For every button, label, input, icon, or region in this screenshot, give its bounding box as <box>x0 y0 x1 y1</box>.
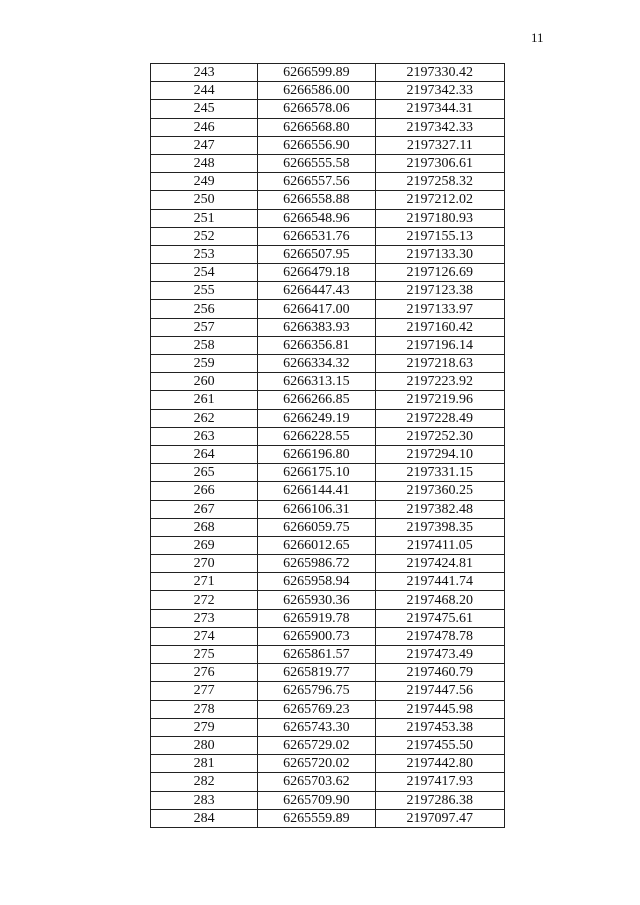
table-row <box>151 209 505 227</box>
x-coordinate-cell: 6266531.76 <box>258 227 375 245</box>
point-number-cell: 260 <box>151 373 258 391</box>
y-coordinate-cell: 2197468.20 <box>375 591 504 609</box>
table-row <box>151 700 505 718</box>
x-coordinate-cell: 6265819.77 <box>258 664 375 682</box>
x-coordinate-cell: 6265986.72 <box>258 555 375 573</box>
y-coordinate-cell: 2197218.63 <box>375 355 504 373</box>
y-coordinate-cell: 2197447.56 <box>375 682 504 700</box>
x-coordinate-cell: 6266555.58 <box>258 154 375 172</box>
y-coordinate-cell: 2197344.31 <box>375 100 504 118</box>
y-coordinate-cell: 2197252.30 <box>375 427 504 445</box>
y-coordinate-cell: 2197223.92 <box>375 373 504 391</box>
point-number-cell: 258 <box>151 336 258 354</box>
y-coordinate-cell: 2197473.49 <box>375 646 504 664</box>
table-row <box>151 755 505 773</box>
y-coordinate-cell: 2197342.33 <box>375 82 504 100</box>
x-coordinate-cell: 6265709.90 <box>258 791 375 809</box>
x-coordinate-cell: 6266558.88 <box>258 191 375 209</box>
point-number-cell: 277 <box>151 682 258 700</box>
table-row <box>151 773 505 791</box>
point-number-cell: 267 <box>151 500 258 518</box>
table-row <box>151 718 505 736</box>
y-coordinate-cell: 2197155.13 <box>375 227 504 245</box>
y-coordinate-cell: 2197306.61 <box>375 154 504 172</box>
y-coordinate-cell: 2197411.05 <box>375 536 504 554</box>
x-coordinate-cell: 6266106.31 <box>258 500 375 518</box>
table-row <box>151 591 505 609</box>
x-coordinate-cell: 6265559.89 <box>258 809 375 827</box>
x-coordinate-cell: 6266383.93 <box>258 318 375 336</box>
x-coordinate-cell: 6266228.55 <box>258 427 375 445</box>
point-number-cell: 259 <box>151 355 258 373</box>
y-coordinate-cell: 2197441.74 <box>375 573 504 591</box>
point-number-cell: 274 <box>151 627 258 645</box>
coordinates-table-body <box>151 64 505 828</box>
y-coordinate-cell: 2197475.61 <box>375 609 504 627</box>
y-coordinate-cell: 2197442.80 <box>375 755 504 773</box>
coordinates-table <box>150 63 505 828</box>
point-number-cell: 266 <box>151 482 258 500</box>
x-coordinate-cell: 6265958.94 <box>258 573 375 591</box>
y-coordinate-cell: 2197160.42 <box>375 318 504 336</box>
table-row <box>151 373 505 391</box>
point-number-cell: 265 <box>151 464 258 482</box>
table-row <box>151 391 505 409</box>
x-coordinate-cell: 6265930.36 <box>258 591 375 609</box>
table-row <box>151 82 505 100</box>
y-coordinate-cell: 2197424.81 <box>375 555 504 573</box>
x-coordinate-cell: 6265729.02 <box>258 736 375 754</box>
x-coordinate-cell: 6265796.75 <box>258 682 375 700</box>
y-coordinate-cell: 2197228.49 <box>375 409 504 427</box>
table-row <box>151 154 505 172</box>
point-number-cell: 248 <box>151 154 258 172</box>
table-row <box>151 300 505 318</box>
point-number-cell: 264 <box>151 445 258 463</box>
x-coordinate-cell: 6266586.00 <box>258 82 375 100</box>
point-number-cell: 279 <box>151 718 258 736</box>
point-number-cell: 281 <box>151 755 258 773</box>
point-number-cell: 262 <box>151 409 258 427</box>
point-number-cell: 249 <box>151 173 258 191</box>
y-coordinate-cell: 2197445.98 <box>375 700 504 718</box>
y-coordinate-cell: 2197133.30 <box>375 245 504 263</box>
table-row <box>151 100 505 118</box>
y-coordinate-cell: 2197460.79 <box>375 664 504 682</box>
table-row <box>151 118 505 136</box>
y-coordinate-cell: 2197417.93 <box>375 773 504 791</box>
y-coordinate-cell: 2197097.47 <box>375 809 504 827</box>
x-coordinate-cell: 6266599.89 <box>258 64 375 82</box>
x-coordinate-cell: 6266479.18 <box>258 264 375 282</box>
x-coordinate-cell: 6266196.80 <box>258 445 375 463</box>
y-coordinate-cell: 2197126.69 <box>375 264 504 282</box>
table-row <box>151 664 505 682</box>
point-number-cell: 269 <box>151 536 258 554</box>
x-coordinate-cell: 6266548.96 <box>258 209 375 227</box>
point-number-cell: 278 <box>151 700 258 718</box>
point-number-cell: 275 <box>151 646 258 664</box>
page-number: 11 <box>531 30 544 45</box>
table-row <box>151 427 505 445</box>
table-row <box>151 500 505 518</box>
table-row <box>151 191 505 209</box>
point-number-cell: 256 <box>151 300 258 318</box>
x-coordinate-cell: 6265720.02 <box>258 755 375 773</box>
x-coordinate-cell: 6266417.00 <box>258 300 375 318</box>
x-coordinate-cell: 6266557.56 <box>258 173 375 191</box>
point-number-cell: 273 <box>151 609 258 627</box>
y-coordinate-cell: 2197455.50 <box>375 736 504 754</box>
y-coordinate-cell: 2197286.38 <box>375 791 504 809</box>
y-coordinate-cell: 2197123.38 <box>375 282 504 300</box>
x-coordinate-cell: 6266012.65 <box>258 536 375 554</box>
table-row <box>151 482 505 500</box>
x-coordinate-cell: 6265861.57 <box>258 646 375 664</box>
y-coordinate-cell: 2197330.42 <box>375 64 504 82</box>
x-coordinate-cell: 6266568.80 <box>258 118 375 136</box>
x-coordinate-cell: 6265703.62 <box>258 773 375 791</box>
point-number-cell: 280 <box>151 736 258 754</box>
x-coordinate-cell: 6266313.15 <box>258 373 375 391</box>
y-coordinate-cell: 2197133.97 <box>375 300 504 318</box>
x-coordinate-cell: 6266578.06 <box>258 100 375 118</box>
point-number-cell: 284 <box>151 809 258 827</box>
table-row <box>151 518 505 536</box>
point-number-cell: 268 <box>151 518 258 536</box>
x-coordinate-cell: 6266447.43 <box>258 282 375 300</box>
x-coordinate-cell: 6266356.81 <box>258 336 375 354</box>
point-number-cell: 255 <box>151 282 258 300</box>
y-coordinate-cell: 2197219.96 <box>375 391 504 409</box>
point-number-cell: 271 <box>151 573 258 591</box>
table-row <box>151 809 505 827</box>
table-row <box>151 445 505 463</box>
table-row <box>151 336 505 354</box>
table-row <box>151 64 505 82</box>
table-row <box>151 536 505 554</box>
point-number-cell: 270 <box>151 555 258 573</box>
table-row <box>151 264 505 282</box>
y-coordinate-cell: 2197360.25 <box>375 482 504 500</box>
point-number-cell: 243 <box>151 64 258 82</box>
point-number-cell: 283 <box>151 791 258 809</box>
x-coordinate-cell: 6266175.10 <box>258 464 375 482</box>
y-coordinate-cell: 2197327.11 <box>375 136 504 154</box>
x-coordinate-cell: 6266249.19 <box>258 409 375 427</box>
table-row <box>151 555 505 573</box>
table-row <box>151 136 505 154</box>
x-coordinate-cell: 6265919.78 <box>258 609 375 627</box>
x-coordinate-cell: 6266334.32 <box>258 355 375 373</box>
x-coordinate-cell: 6266556.90 <box>258 136 375 154</box>
point-number-cell: 272 <box>151 591 258 609</box>
table-row <box>151 318 505 336</box>
y-coordinate-cell: 2197258.32 <box>375 173 504 191</box>
table-row <box>151 682 505 700</box>
table-row <box>151 464 505 482</box>
point-number-cell: 247 <box>151 136 258 154</box>
point-number-cell: 261 <box>151 391 258 409</box>
point-number-cell: 263 <box>151 427 258 445</box>
table-row <box>151 173 505 191</box>
y-coordinate-cell: 2197398.35 <box>375 518 504 536</box>
table-row <box>151 227 505 245</box>
point-number-cell: 251 <box>151 209 258 227</box>
y-coordinate-cell: 2197212.02 <box>375 191 504 209</box>
table-row <box>151 791 505 809</box>
table-row <box>151 245 505 263</box>
y-coordinate-cell: 2197342.33 <box>375 118 504 136</box>
point-number-cell: 282 <box>151 773 258 791</box>
point-number-cell: 244 <box>151 82 258 100</box>
table-row <box>151 573 505 591</box>
table-row <box>151 736 505 754</box>
point-number-cell: 252 <box>151 227 258 245</box>
table-row <box>151 355 505 373</box>
point-number-cell: 250 <box>151 191 258 209</box>
point-number-cell: 254 <box>151 264 258 282</box>
x-coordinate-cell: 6266144.41 <box>258 482 375 500</box>
y-coordinate-cell: 2197294.10 <box>375 445 504 463</box>
x-coordinate-cell: 6265900.73 <box>258 627 375 645</box>
x-coordinate-cell: 6265743.30 <box>258 718 375 736</box>
x-coordinate-cell: 6266507.95 <box>258 245 375 263</box>
y-coordinate-cell: 2197382.48 <box>375 500 504 518</box>
table-row <box>151 627 505 645</box>
point-number-cell: 276 <box>151 664 258 682</box>
point-number-cell: 257 <box>151 318 258 336</box>
y-coordinate-cell: 2197331.15 <box>375 464 504 482</box>
y-coordinate-cell: 2197180.93 <box>375 209 504 227</box>
point-number-cell: 245 <box>151 100 258 118</box>
table-row <box>151 282 505 300</box>
point-number-cell: 246 <box>151 118 258 136</box>
x-coordinate-cell: 6266059.75 <box>258 518 375 536</box>
point-number-cell: 253 <box>151 245 258 263</box>
table-row <box>151 609 505 627</box>
x-coordinate-cell: 6265769.23 <box>258 700 375 718</box>
y-coordinate-cell: 2197453.38 <box>375 718 504 736</box>
table-row <box>151 646 505 664</box>
table-row <box>151 409 505 427</box>
x-coordinate-cell: 6266266.85 <box>258 391 375 409</box>
y-coordinate-cell: 2197196.14 <box>375 336 504 354</box>
y-coordinate-cell: 2197478.78 <box>375 627 504 645</box>
